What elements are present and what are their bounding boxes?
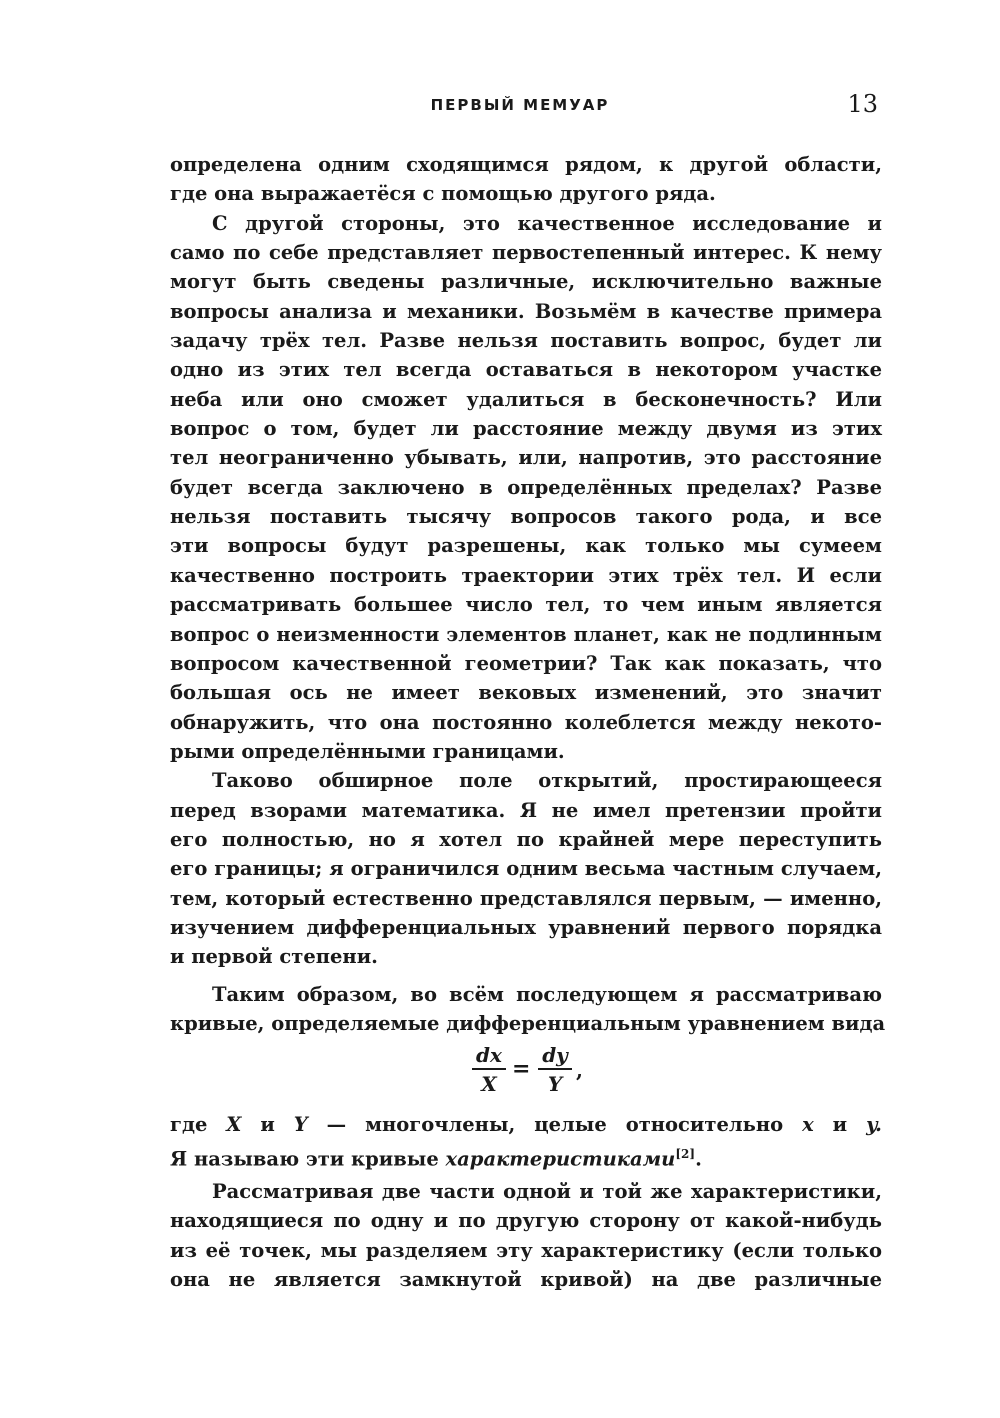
variable-y: Y: [293, 1113, 308, 1137]
text-line: определена одним сходящимся рядом, к другой области,: [170, 153, 882, 176]
text-line: находящиеся по одну и по другую сторону от какой-нибудь: [170, 1209, 882, 1233]
denominator: Y: [547, 1072, 563, 1097]
text-line: где она выражаетёся с помощью другого ряда.: [170, 182, 716, 206]
text-line: задачу трёх тел. Разве нельзя поставить вопрос, будет ли: [170, 329, 882, 353]
text-line-with-term: Я называю эти кривые характеристиками[2].: [170, 1146, 702, 1171]
variable-x: X: [226, 1113, 242, 1137]
fraction-dx-over-x: [472, 1042, 506, 1098]
denominator: X: [481, 1072, 497, 1097]
numerator: dy: [538, 1042, 572, 1070]
text-line: рассматривать большее число тел, то чем иным является: [170, 593, 882, 617]
text-line: само по себе представляет первостепенный интерес. К нему: [170, 241, 882, 265]
text-line: большая ось не имеет вековых изменений, это значит: [170, 681, 882, 705]
text-line: могут быть сведены различные, исключительно важные: [170, 270, 882, 294]
page-header: [160, 92, 880, 122]
term-characteristics: характеристиками: [445, 1147, 676, 1171]
text-line: вопрос о неизменности элементов планет, как не подлинным: [170, 622, 882, 646]
display-equation: [170, 1038, 882, 1110]
body-text: [170, 150, 886, 1294]
text-line: его границы; я ограничился одним весьма частным случаем,: [170, 857, 882, 881]
fraction-dy-over-y: [538, 1042, 572, 1098]
text-line: одно из этих тел всегда оставаться в некотором участке: [170, 358, 882, 382]
text-line: вопрос о том, будет ли расстояние между двумя из этих: [170, 417, 882, 441]
text-line: качественно построить траектории этих трёх тел. И если: [170, 563, 882, 587]
text-line: Таково обширное поле открытий, простирающееся: [212, 769, 882, 793]
text-line: нельзя поставить тысячу вопросов такого рода, и все: [170, 505, 882, 529]
running-title: ПЕРВЫЙ МЕМУАР: [430, 96, 610, 114]
equals-sign: =: [512, 1056, 531, 1083]
text-line: и первой степени.: [170, 945, 378, 969]
numerator: dx: [472, 1042, 506, 1070]
text-line: кривые, определяемые дифференциальным уравнением вида: [170, 1011, 886, 1035]
text-line: тел неограниченно убывать, или, напротив, это расстояние: [170, 446, 882, 470]
text-line: будет всегда заключено в определённых пределах? Разве: [170, 475, 882, 499]
text-line: его полностью, но я хотел по крайней мере переступить: [170, 827, 882, 851]
page-number: 13: [847, 90, 878, 118]
text-line: изучением дифференциальных уравнений первого порядка: [170, 915, 882, 939]
text-line-with-variables: где X и Y — многочлены, целые относительно x и y.: [170, 1113, 882, 1137]
text-line: эти вопросы будут разрешены, как только мы сумеем: [170, 534, 882, 558]
text-line: неба или оно сможет удалиться в бесконечность? Или: [170, 387, 882, 411]
text-line: рыми определёнными границами.: [170, 739, 565, 763]
text-line: обнаружить, что она постоянно колеблется между некото-: [170, 710, 882, 734]
text-line: из её точек, мы разделяем эту характеристику (если только: [170, 1238, 882, 1262]
text-line: вопросом качественной геометрии? Так как показать, что: [170, 651, 882, 675]
footnote-ref: [2]: [675, 1146, 696, 1161]
text-line: она не является замкнутой кривой) на две различные: [170, 1268, 882, 1292]
text-line: тем, который естественно представлялся первым, — именно,: [170, 886, 882, 910]
text-line: Рассматривая две части одной и той же характеристики,: [212, 1180, 882, 1203]
text-line: Таким образом, во всём последующем я рассматриваю: [212, 982, 882, 1006]
text-line: С другой стороны, это качественное исследование и: [212, 211, 882, 235]
text-line: вопросы анализа и механики. Возьмём в качестве примера: [170, 299, 882, 323]
text-line: перед взорами математика. Я не имел претензии пройти: [170, 798, 882, 822]
formula-comma: ,: [576, 1058, 583, 1083]
